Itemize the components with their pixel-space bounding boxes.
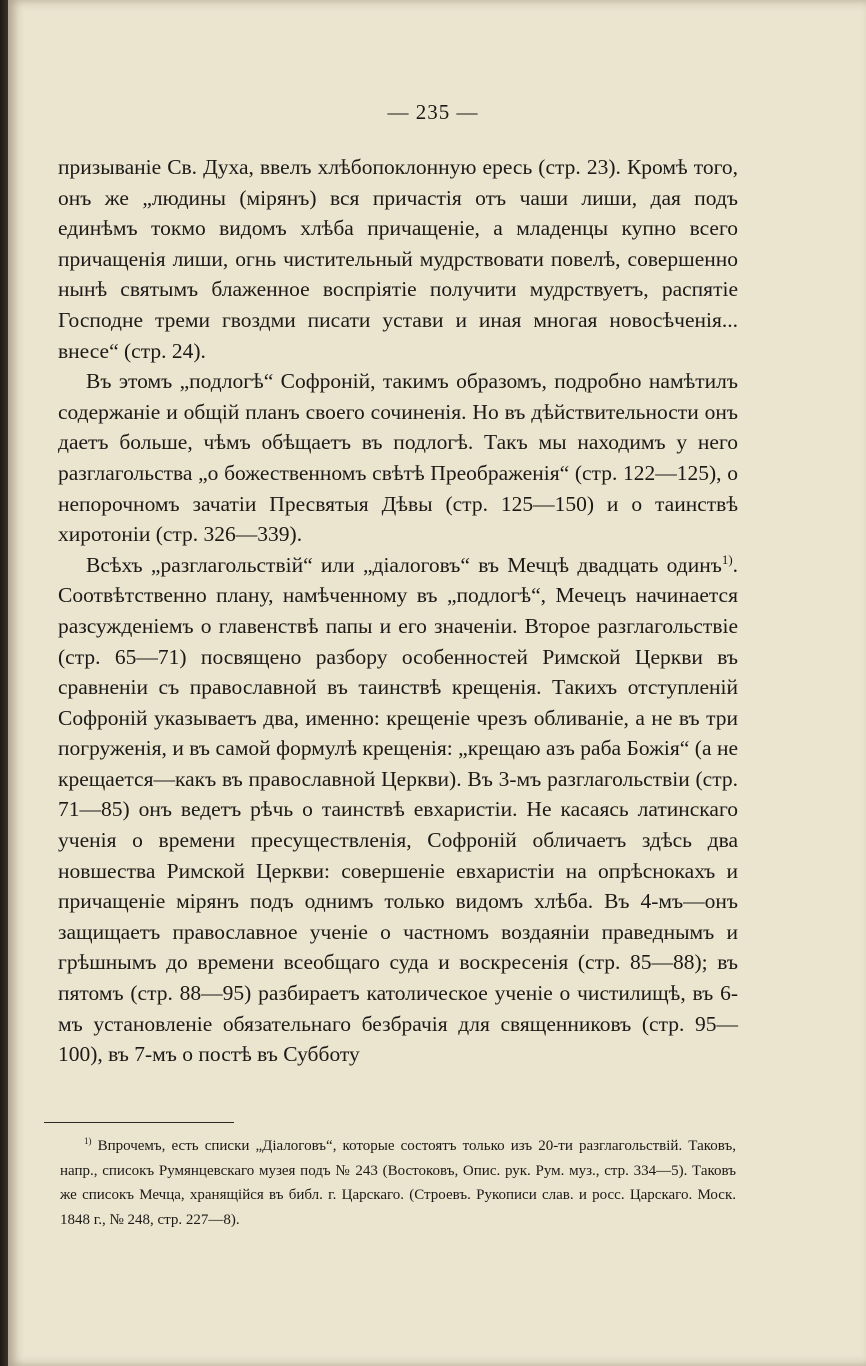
paragraph-2: Въ этомъ „подлогѣ“ Софроній, такимъ образомъ, подробно намѣтилъ содержаніе и общій планъ своего сочиненія. Но въ дѣйствительности онъ даетъ больше, чѣмъ обѣщаетъ въ подлогѣ. Такъ мы находимъ у него разглагольства „о божественномъ свѣтѣ Преображенія“ (стр. 122—125), о непорочномъ зачатіи Пресвятыя Дѣвы (стр. 125—150) и о таинствѣ хиротоніи (стр. 326—339). [58,369,738,547]
book-spine-edge [0,0,8,1366]
footnote-reference: 1) [721,552,733,567]
footnote-paragraph [60,1134,736,1232]
main-text [58,152,738,1070]
paragraph-3 [58,550,738,1070]
footnote-divider [44,1122,234,1123]
paragraph-3-text-rest: . Соотвѣтственно плану, намѣченному въ „подлогѣ“, Мечецъ начинается разсужденіемъ о главенствѣ папы и его значеніи. Второе разглагольствіе (стр. 65—71) посвящено разбору особенностей Римской Церкви въ сравненіи съ православной въ таинствѣ крещенія. Такихъ отступленій Софроній указываетъ два, именно: крещеніе чрезъ обливаніе, а не въ три погруженія, и въ самой формулѣ крещенія: „крещаю азъ раба Божія“ (а не крещается—какъ въ православной Церкви). Въ 3-мъ разглагольствіи (стр. 71—85) онъ ведетъ рѣчь о таинствѣ евхаристіи. Не касаясь латинскаго ученія о времени пресуществленія, Софроній обличаетъ здѣсь два новшества Римской Церкви: совершеніе евхаристіи на опрѣснокахъ и причащеніе мірянъ подъ однимъ только видомъ хлѣба. Въ 4-мъ—онъ защищаетъ православное ученіе о частномъ воздаяніи праведнымъ и грѣшнымъ до времени всеобщаго суда и воскресенія (стр. 85—88); въ пятомъ (стр. 88—95) разбираетъ католическое ученіе о чистилищѣ, въ 6-мъ установленіе обязательнаго безбрачія для священниковъ (стр. 95—100), въ 7-мъ о постѣ въ Субботу [58,552,738,1067]
paragraph-3-text-start: Всѣхъ „разглагольствій“ или „діалоговъ“ въ Мечцѣ двадцать одинъ [86,552,722,577]
footnote [60,1134,736,1232]
paragraph-1: призываніе Св. Духа, ввелъ хлѣбопоклонную ересь (стр. 23). Кромѣ того, онъ же „людины (мірянъ) вся причастія отъ чаши лиши, дая подъ единѣмъ токмо видомъ хлѣба причащеніе, а младенцы купно всего причащенія лиши, огнь чистительный мудрствовати повелѣ, совершенно нынѣ святымъ блаженное воспріятіе получити мудрствуетъ, распятіе Господне треми гвоздми писати устави и иная многая новосѣченія... внесе“ (стр. 24). [58,155,738,363]
footnote-text: Впрочемъ, есть списки „Діалоговъ“, которые состоятъ только изъ 20-ти разглагольствій. Таковъ, напр., списокъ Румянцевскаго музея подъ № 243 (Востоковъ, Опис. рук. Рум. муз., стр. 334—5). Таковъ же списокъ Мечца, хранящійся въ библ. г. Царскаго. (Строевъ. Рукописи слав. и росс. Царскаго. Моск. 1848 г., № 248, стр. 227—8). [60,1138,736,1228]
page-number: — 235 — [387,100,479,124]
footnote-marker: 1) [84,1136,92,1146]
